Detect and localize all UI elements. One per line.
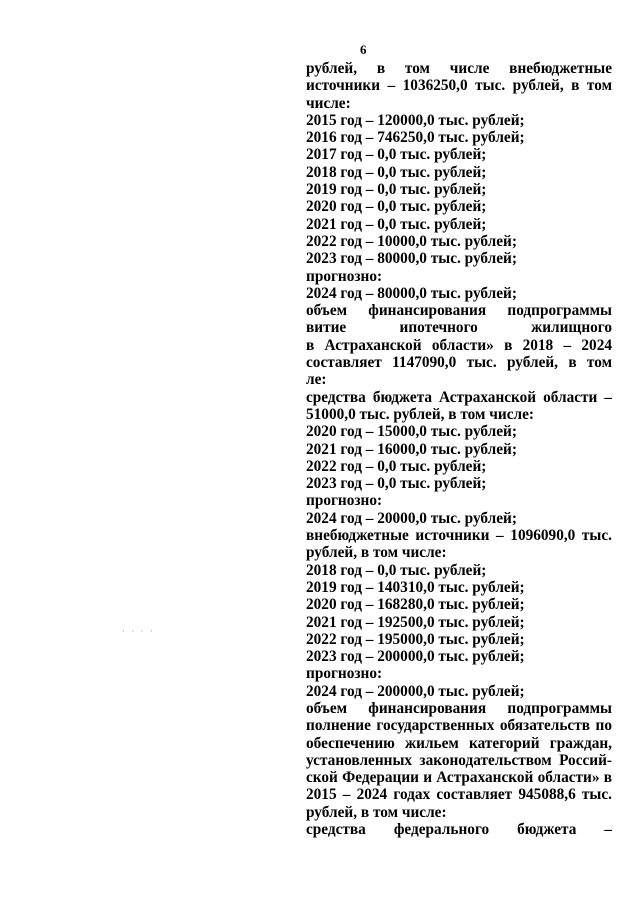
text-line: объем финансирования подпрограммы — [306, 699, 612, 717]
text-line: 2024 год – 20000,0 тыс. рублей; — [306, 509, 517, 527]
text-line: 2020 год – 15000,0 тыс. рублей; — [306, 423, 517, 441]
text-line: 2022 год – 0,0 тыс. рублей; — [306, 457, 487, 475]
text-line: 2018 год – 0,0 тыс. рублей; — [306, 163, 487, 181]
text-line: 2024 год – 200000,0 тыс. рублей; — [306, 682, 525, 700]
text-line: рублей, в том числе: — [306, 803, 447, 821]
text-line: прогнозно: — [306, 665, 383, 683]
text-line: прогнозно: — [306, 267, 383, 285]
text-line: 51000,0 тыс. рублей, в том числе: — [306, 405, 534, 423]
text-line: 2020 год – 0,0 тыс. рублей; — [306, 198, 487, 216]
text-line: установленных законодательством Россий- — [306, 751, 612, 769]
text-line: 2023 год – 0,0 тыс. рублей; — [306, 475, 487, 493]
text-line: рублей, в том числе внебюджетные — [306, 60, 612, 77]
scan-artifact: · · · · — [122, 626, 155, 636]
text-line: ле: — [306, 371, 327, 389]
text-line: рублей, в том числе: — [306, 544, 447, 562]
text-line: 2016 год – 746250,0 тыс. рублей; — [306, 129, 525, 147]
text-line: 2021 год – 16000,0 тыс. рублей; — [306, 440, 517, 458]
text-line: прогнозно: — [306, 492, 383, 510]
text-line: 2022 год – 195000,0 тыс. рублей; — [306, 630, 525, 648]
document-body — [306, 60, 612, 838]
text-line: внебюджетные источники – 1096090,0 тыс. — [306, 527, 612, 545]
text-line: в Астраханской области» в 2018 – 2024 — [306, 336, 612, 354]
text-line: 2022 год – 10000,0 тыс. рублей; — [306, 232, 517, 250]
text-line: ской Федерации и Астраханской области» в — [306, 769, 612, 787]
text-line: средства бюджета Астраханской области – — [306, 388, 612, 406]
page-number: 6 — [360, 42, 367, 57]
text-line: 2023 год – 200000,0 тыс. рублей; — [306, 648, 525, 666]
text-line: полнение государственных обязательств по — [306, 717, 612, 735]
text-line: источники – 1036250,0 тыс. рублей, в том — [306, 77, 612, 95]
text-line: 2015 – 2024 годах составляет 945088,6 тыс. — [306, 786, 612, 804]
text-line: 2020 год – 168280,0 тыс. рублей; — [306, 596, 525, 614]
text-line: витие ипотечного жилищного — [306, 319, 612, 337]
text-line: 2017 год – 0,0 тыс. рублей; — [306, 146, 487, 164]
text-line: 2021 год – 0,0 тыс. рублей; — [306, 215, 487, 233]
text-line: 2023 год – 80000,0 тыс. рублей; — [306, 250, 517, 268]
text-line: обеспечению жильем категорий граждан, — [306, 734, 612, 752]
text-line: 2021 год – 192500,0 тыс. рублей; — [306, 613, 525, 631]
text-line: 2019 год – 140310,0 тыс. рублей; — [306, 578, 525, 596]
text-line: составляет 1147090,0 тыс. рублей, в том — [306, 354, 612, 372]
text-line: 2019 год – 0,0 тыс. рублей; — [306, 181, 487, 199]
text-line: 2024 год – 80000,0 тыс. рублей; — [306, 284, 517, 302]
text-line: средства федерального бюджета – — [306, 821, 612, 839]
text-line: 2018 год – 0,0 тыс. рублей; — [306, 561, 487, 579]
text-line: 2015 год – 120000,0 тыс. рублей; — [306, 111, 525, 129]
text-line: числе: — [306, 94, 351, 112]
text-line: объем финансирования подпрограммы — [306, 302, 612, 320]
